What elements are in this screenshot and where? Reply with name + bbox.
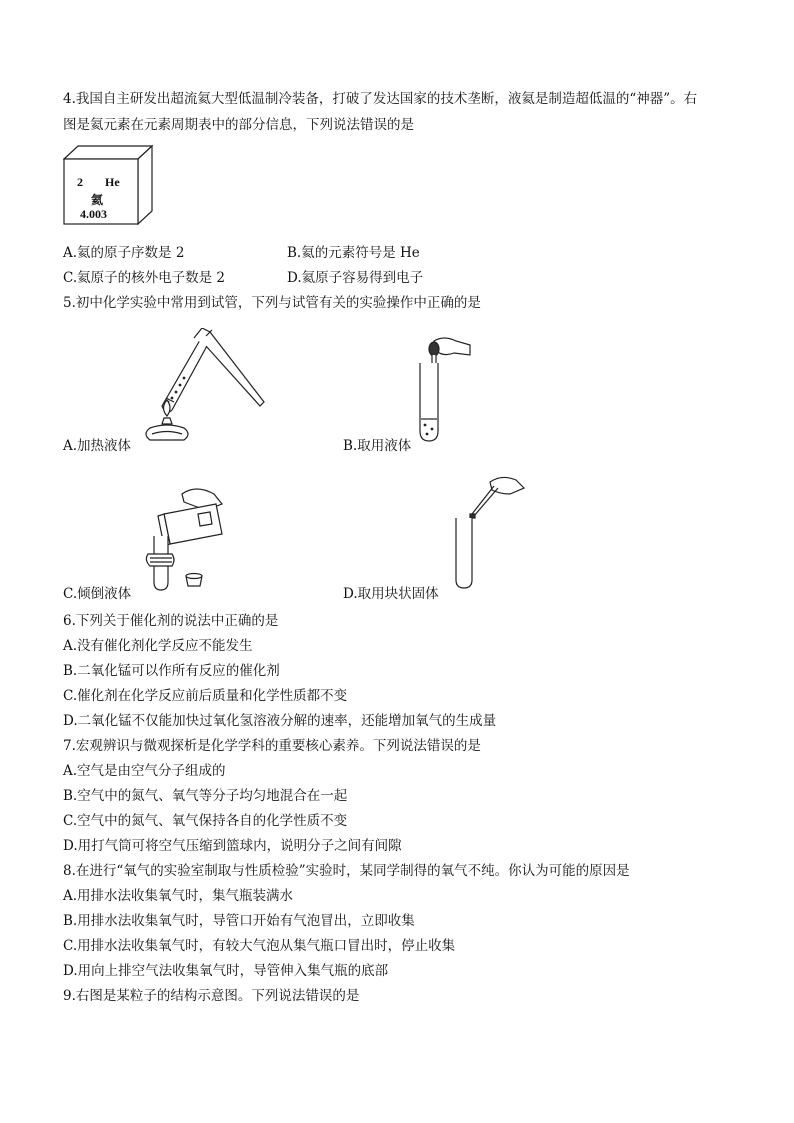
q4-option-a: A.氦的原子序数是 2 [63,245,185,261]
q6-option-d: D.二氧化锰不仅能加快过氧化氢溶液分解的速率，还能增加氧气的生成量 [63,713,497,729]
q7-option-b: B.空气中的氮气、氧气等分子均匀地混合在一起 [63,788,348,804]
q8-stem: 8.在进行“氧气的实验室制取与性质检验”实验时，某同学制得的氧气不纯。你认为可能的原因是 [63,863,630,879]
q4-stem-line1: 4.我国自主研发出超流氦大型低温制冷装备，打破了发达国家的技术垄断，液氦是制造超低温的“神器”。右 [63,91,698,107]
q8-option-a: A.用排水法收集氧气时，集气瓶装满水 [63,888,294,904]
q4-stem-line2: 图是氦元素在元素周期表中的部分信息，下列说法错误的是 [63,117,414,133]
helium-element-cell [63,145,153,229]
q8-option-c: C.用排水法收集氧气时，有较大气泡从集气瓶口冒出时，停止收集 [63,938,456,954]
element-atomic-mass: 4.003 [80,207,107,221]
q7-option-d: D.用打气筒可将空气压缩到篮球内，说明分子之间有间隙 [63,838,402,854]
element-name: 氦 [91,193,104,207]
q9-stem: 9.右图是某粒子的结构示意图。下列说法错误的是 [63,988,360,1004]
q5-option-a: A.加热液体 [63,438,132,454]
q5-stem: 5.初中化学实验中常用到试管，下列与试管有关的实验操作中正确的是 [63,295,481,311]
dropper-liquid-figure [410,335,475,445]
q6-option-c: C.催化剂在化学反应前后质量和化学性质都不变 [63,688,348,704]
q8-option-b: B.用排水法收集氧气时，导管口开始有气泡冒出，立即收集 [63,913,415,929]
tweezers-solid-figure [450,472,530,592]
q5-option-d: D.取用块状固体 [343,586,439,602]
q6-option-a: A.没有催化剂化学反应不能发生 [63,638,253,654]
q4-option-c: C.氦原子的核外电子数是 2 [63,270,226,286]
q8-option-d: D.用向上排空气法收集氧气时，导管伸入集气瓶的底部 [63,963,389,979]
q4-option-b: B.氦的元素符号是 He [287,245,420,261]
q7-option-a: A.空气是由空气分子组成的 [63,763,226,779]
heating-liquid-figure [140,328,270,443]
q5-option-b: B.取用液体 [343,438,412,454]
pouring-liquid-figure [140,480,240,595]
q6-stem: 6.下列关于催化剂的说法中正确的是 [63,613,279,629]
q7-option-c: C.空气中的氮气、氧气保持各自的化学性质不变 [63,813,348,829]
q6-option-b: B.二氧化锰可以作所有反应的催化剂 [63,663,280,679]
element-atomic-number: 2 [77,175,83,189]
element-symbol: He [105,175,120,189]
q7-stem: 7.宏观辨识与微观探析是化学学科的重要核心素养。下列说法错误的是 [63,738,481,754]
q4-option-d: D.氦原子容易得到电子 [287,270,424,286]
q5-option-c: C.倾倒液体 [63,586,132,602]
